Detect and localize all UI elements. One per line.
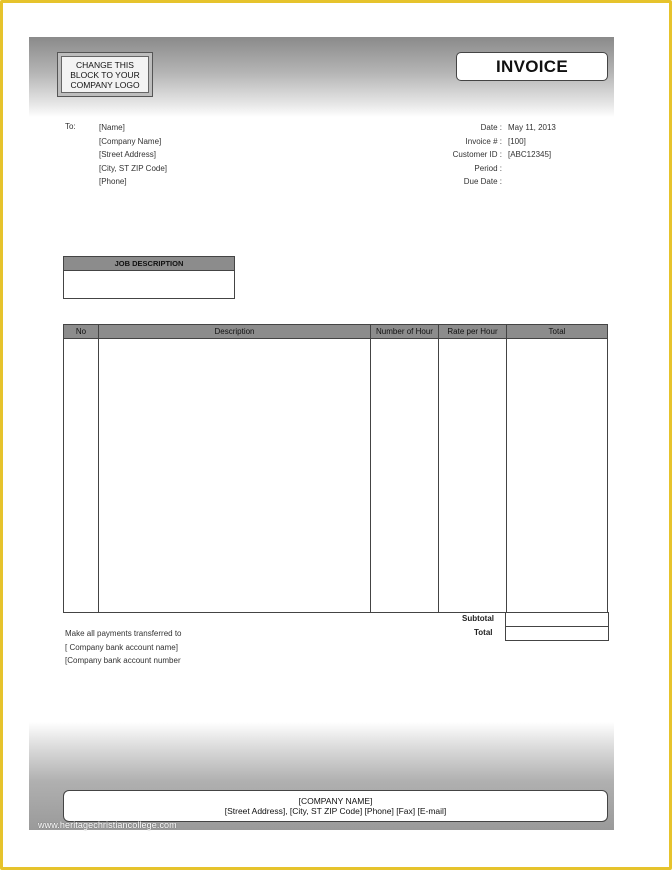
col-header-description: Description: [99, 325, 371, 339]
cell-hours: [371, 339, 439, 613]
watermark-text: www.heritagechristiancollege.com: [38, 820, 177, 830]
invoice-title: INVOICE: [456, 52, 608, 81]
invoice-meta-labels: [453, 121, 502, 189]
due-date-label: Due Date :: [463, 177, 502, 187]
cell-no: [64, 339, 99, 613]
period-label: Period :: [474, 163, 502, 173]
total-field: [505, 626, 609, 641]
table-row: [64, 339, 608, 613]
invoice-meta-values: [508, 121, 556, 189]
bill-to-city: [City, ST ZIP Code]: [99, 163, 168, 173]
customer-id-value: [ABC12345]: [508, 150, 552, 160]
col-header-hours: Number of Hour: [371, 325, 439, 339]
cell-total: [507, 339, 608, 613]
invoice-number-value: [100]: [508, 136, 526, 146]
footer-contact-line: [Street Address], [City, ST ZIP Code] [Phone] [Fax] [E-mail]: [224, 806, 447, 816]
subtotal-label: Subtotal: [462, 614, 494, 623]
date-value: May 11, 2013: [508, 123, 556, 132]
date-label: Date :: [480, 123, 502, 132]
period-value: [508, 162, 556, 176]
company-logo-placeholder: [57, 52, 153, 97]
bank-account-number: [Company bank account number: [65, 656, 181, 666]
table-header-row: [64, 325, 608, 339]
to-label: To:: [65, 122, 76, 131]
payment-line: Make all payments transferred to: [65, 629, 182, 638]
cell-rate: [439, 339, 507, 613]
job-description-box: [63, 256, 235, 299]
payment-instructions: [65, 627, 182, 668]
cell-description: [99, 339, 371, 613]
line-items-table: [63, 324, 608, 613]
total-label: Total: [474, 628, 493, 637]
col-header-total: Total: [507, 325, 608, 339]
bill-to-street: [Street Address]: [99, 150, 156, 160]
bill-to-name: [Name]: [99, 123, 125, 132]
due-date-value: [508, 175, 556, 189]
invoice-page: [29, 37, 614, 830]
footer-company-name: [COMPANY NAME]: [298, 796, 373, 806]
company-footer: [63, 790, 608, 822]
subtotal-field: [505, 612, 609, 627]
customer-id-label: Customer ID :: [452, 150, 502, 160]
job-description-heading: JOB DESCRIPTION: [64, 257, 234, 271]
col-header-rate: Rate per Hour: [439, 325, 507, 339]
bill-to-phone: [Phone]: [99, 177, 127, 187]
logo-text: CHANGE THIS BLOCK TO YOUR COMPANY LOGO: [70, 59, 140, 90]
invoice-number-label: Invoice # :: [465, 136, 502, 146]
bank-account-name: [ Company bank account name]: [65, 642, 178, 652]
bill-to-block: [99, 121, 167, 189]
col-header-no: No: [64, 325, 99, 339]
bill-to-company: [Company Name]: [99, 136, 162, 146]
